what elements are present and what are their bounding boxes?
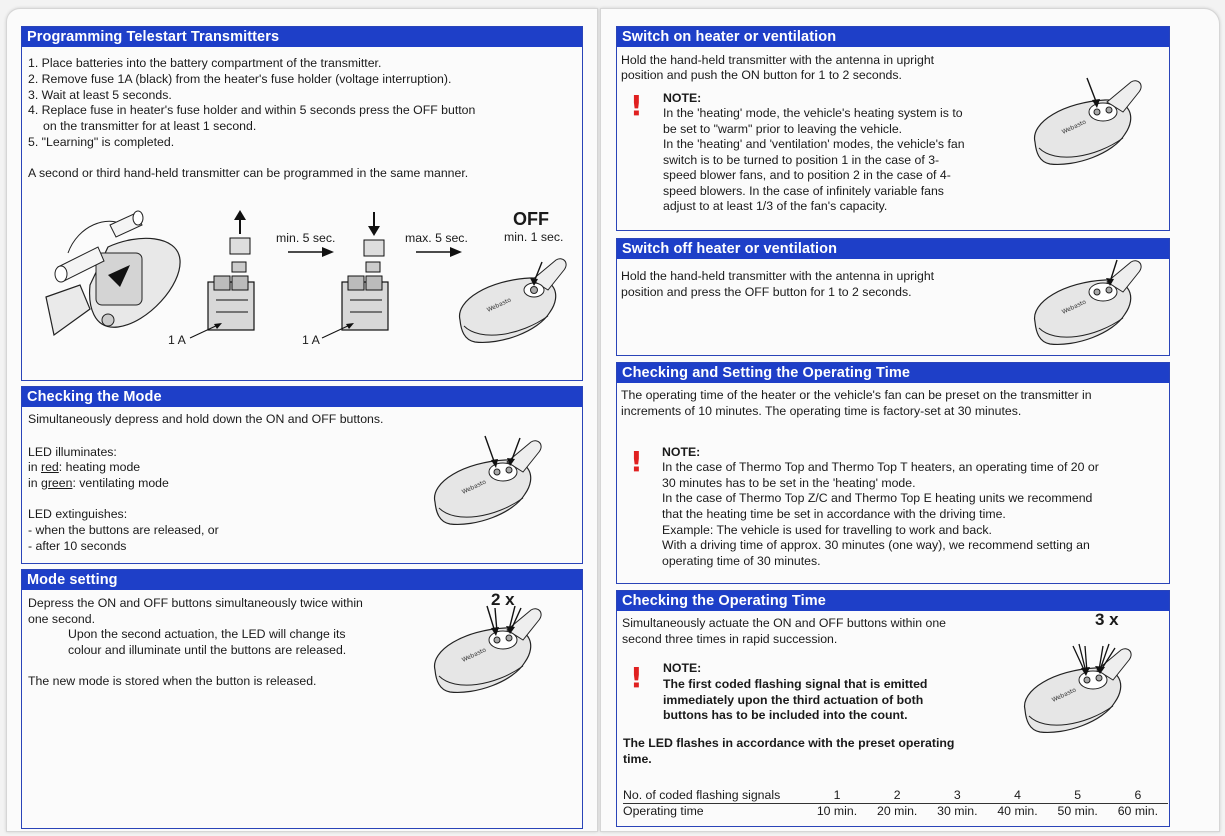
programming-step-5: 5. "Learning" is completed. [28, 135, 175, 149]
setting-time-note-1: In the case of Thermo Top and Thermo Top T heaters, an operating time of 20 or [662, 460, 1099, 474]
programming-step-4: 4. Replace fuse in heater's fuse holder and within 5 seconds press the OFF button [28, 103, 476, 117]
table-row-label: Operating time [623, 804, 704, 818]
pointer-line-2 [322, 322, 354, 340]
warning-icon: ! [630, 89, 643, 122]
extinguish-condition-1: - when the buttons are released, or [28, 523, 219, 537]
transmitter-off-press-illustration [1025, 252, 1150, 357]
arrow-right-icon [288, 246, 334, 258]
signal-count-cell: 2 [867, 788, 927, 804]
checking-mode-heading: Checking the Mode [22, 387, 582, 407]
mode-setting-line-5: The new mode is stored when the button is released. [28, 674, 317, 688]
svg-text:Webasto: Webasto [460, 646, 488, 664]
transmitter-battery-illustration [38, 205, 188, 345]
signal-count-cell: 5 [1048, 788, 1108, 804]
svg-text:Webasto: Webasto [485, 296, 513, 314]
switch-on-note-7: adjust to at least 1/3 of the fan's capacity. [663, 199, 888, 213]
switch-on-line-1: Hold the hand-held transmitter with the antenna in upright [621, 53, 935, 67]
operating-time-cell: 50 min. [1057, 804, 1098, 818]
extinguish-condition-2: - after 10 seconds [28, 539, 127, 553]
switch-on-line-2: position and push the ON button for 1 to 2 seconds. [621, 68, 902, 82]
off-time-label: min. 1 sec. [504, 230, 564, 244]
svg-text:Webasto: Webasto [1060, 118, 1088, 136]
fuse-label-1: 1 A [168, 333, 186, 347]
setting-time-line-2: increments of 10 minutes. The operating time is factory-set at 30 minutes. [621, 404, 1022, 418]
flash-line-1: The LED flashes in accordance with the preset operating [623, 736, 955, 750]
checking-time-line-2: second three times in rapid succession. [622, 632, 838, 646]
mode-setting-line-3: Upon the second actuation, the LED will change its [68, 627, 346, 641]
red-heating-line: in red: heating mode [28, 460, 141, 474]
checking-mode-intro: Simultaneously depress and hold down the ON and OFF buttons. [28, 412, 384, 426]
switch-on-note-4: switch is to be turned to position 1 in the case of 3- [663, 153, 940, 167]
off-label: OFF [513, 209, 549, 229]
programming-note: A second or third hand-held transmitter can be programmed in the same manner. [28, 166, 469, 180]
max-time-label: max. 5 sec. [405, 231, 468, 245]
warning-icon: ! [630, 445, 643, 478]
checking-time-note-1: The first coded flashing signal that is emitted [663, 677, 928, 691]
press-count-2x: 2 x [491, 590, 515, 609]
programming-heading: Programming Telestart Transmitters [22, 27, 582, 47]
transmitter-on-press-illustration [1025, 72, 1150, 177]
switch-on-note-3: In the 'heating' and 'ventilation' modes, the vehicle's fan [663, 137, 965, 151]
switch-on-note-label: NOTE: [663, 91, 702, 105]
svg-text:Webasto: Webasto [460, 478, 488, 496]
switch-off-line-1: Hold the hand-held transmitter with the antenna in upright [621, 269, 935, 283]
operating-time-cell: 30 min. [937, 804, 978, 818]
setting-time-note-2: 30 minutes has to be set in the 'heating' mode. [662, 476, 916, 490]
mode-setting-heading: Mode setting [22, 570, 582, 590]
checking-time-note-2: immediately upon the third actuation of both [663, 693, 924, 707]
setting-time-heading: Checking and Setting the Operating Time [617, 363, 1169, 383]
switch-off-heading: Switch off heater or ventilation [617, 239, 1169, 259]
setting-time-note-6: With a driving time of approx. 30 minutes (one way), we recommend setting an [662, 538, 1090, 552]
led-illuminates-label: LED illuminates: [28, 445, 117, 459]
svg-text:Webasto: Webasto [1060, 298, 1088, 316]
mode-setting-line-2: one second. [28, 612, 96, 626]
programming-step-1: 1. Place batteries into the battery compartment of the transmitter. [28, 56, 382, 70]
signal-count-cell: 6 [1108, 788, 1168, 804]
operating-time-cell: 40 min. [997, 804, 1038, 818]
operating-time-cell: 60 min. [1117, 804, 1159, 818]
checking-time-heading: Checking the Operating Time [617, 591, 1169, 611]
checking-time-line-1: Simultaneously actuate the ON and OFF buttons within one [622, 616, 946, 630]
programming-step-3: 3. Wait at least 5 seconds. [28, 88, 172, 102]
setting-time-note-3: In the case of Thermo Top Z/C and Thermo Top E heating units we recommend [662, 491, 1093, 505]
operating-time-table [623, 788, 1168, 819]
transmitter-triple-press-illustration [1015, 640, 1140, 745]
mode-setting-line-4: colour and illuminate until the buttons are released. [68, 643, 347, 657]
signal-count-cell: 4 [987, 788, 1047, 804]
switch-on-note-2: be set to "warm" prior to leaving the vehicle. [663, 122, 903, 136]
pointer-line-1 [190, 322, 222, 340]
setting-time-line-1: The operating time of the heater or the vehicle's fan can be preset on the transmitter in [621, 388, 1092, 402]
warning-icon: ! [630, 661, 643, 694]
setting-time-note-5: Example: The vehicle is used for travelling to work and back. [662, 523, 992, 537]
mode-setting-line-1: Depress the ON and OFF buttons simultaneously twice within [28, 596, 363, 610]
setting-time-note-label: NOTE: [662, 445, 701, 459]
setting-time-note-4: that the heating time be set in accordance with the driving time. [662, 507, 1006, 521]
switch-on-note-5: speed blower fans, and to position 2 in the case of 4- [663, 168, 951, 182]
transmitter-off-press-illustration [450, 250, 575, 355]
transmitter-double-press-illustration [425, 600, 550, 705]
switch-on-note-1: In the 'heating' mode, the vehicle's heating system is to [663, 106, 963, 120]
fuse-label-2: 1 A [302, 333, 320, 347]
setting-time-note-7: operating time of 30 minutes. [662, 554, 821, 568]
operating-time-cell: 10 min. [816, 804, 858, 818]
switch-off-line-2: position and press the OFF button for 1 to 2 seconds. [621, 285, 912, 299]
table-row-label: No. of coded flashing signals [623, 788, 807, 804]
switch-on-note-6: speed blowers. In the case of infinitely variable fans [663, 184, 944, 198]
flash-line-2: time. [623, 752, 652, 766]
table-row [623, 788, 1168, 804]
led-extinguishes-label: LED extinguishes: [28, 507, 128, 521]
checking-time-note-3: buttons has to be included into the count. [663, 708, 908, 722]
min-time-label: min. 5 sec. [276, 231, 336, 245]
checking-time-note-label: NOTE: [663, 661, 702, 675]
svg-text:Webasto: Webasto [1050, 686, 1078, 704]
programming-step-4-cont: on the transmitter for at least 1 second. [43, 119, 257, 133]
green-ventilating-line: in green: ventilating mode [28, 476, 169, 490]
operating-time-cell: 20 min. [877, 804, 918, 818]
switch-on-heading: Switch on heater or ventilation [617, 27, 1169, 47]
table-row [623, 804, 1168, 820]
signal-count-cell: 1 [807, 788, 867, 804]
programming-step-2: 2. Remove fuse 1A (black) from the heater's fuse holder (voltage interruption). [28, 72, 452, 86]
transmitter-both-buttons-illustration [425, 432, 550, 537]
press-count-3x: 3 x [1095, 610, 1119, 629]
signal-count-cell: 3 [927, 788, 987, 804]
